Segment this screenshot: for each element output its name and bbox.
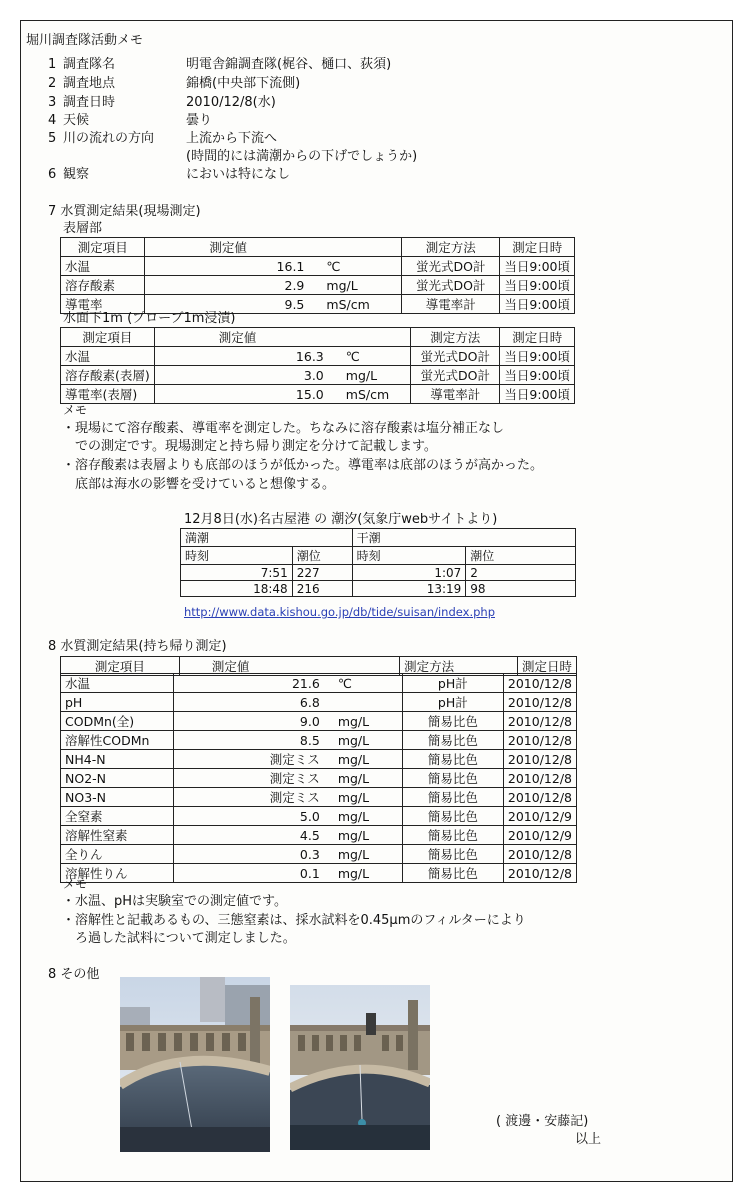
section8-heading: 8 水質測定結果(持ち帰り測定) xyxy=(48,639,227,654)
info-value: 2010/12/8(水) xyxy=(186,95,276,110)
memo-line: での測定です。現場測定と持ち帰り測定を分けて記載します。 xyxy=(62,439,437,454)
table-row xyxy=(61,276,575,295)
info-value: 曇り xyxy=(186,113,213,128)
info-value: 錦橋(中央部下流側) xyxy=(186,76,301,91)
cell-low-level: 98 xyxy=(466,581,576,597)
cell-date: 2010/12/8 xyxy=(503,750,576,769)
header-cell: 潮位 xyxy=(292,547,352,565)
header-cell: 測定方法 xyxy=(411,328,500,347)
cell-time: 当日9:00頃 xyxy=(500,366,575,385)
cell-value: 測定ミス mg/L xyxy=(173,788,402,807)
info-no: 6 xyxy=(48,167,57,182)
cell-method: pH計 xyxy=(402,674,503,693)
cell-date: 2010/12/9 xyxy=(503,826,576,845)
header-cell: 測定値 xyxy=(154,328,410,347)
table-header-row xyxy=(181,547,576,565)
section-other-heading: 8 その他 xyxy=(48,967,100,982)
cell-method: 簡易比色 xyxy=(402,826,503,845)
header-cell: 干潮 xyxy=(352,529,575,547)
cell-date: 2010/12/9 xyxy=(503,807,576,826)
table-row xyxy=(61,826,577,845)
cell-method: 蛍光式DO計 xyxy=(411,347,500,366)
cell-method: 蛍光式DO計 xyxy=(402,257,500,276)
table-row xyxy=(61,366,575,385)
cell-high-level: 216 xyxy=(292,581,352,597)
info-label: 調査地点 xyxy=(63,76,116,91)
cell-value: 0.3 mg/L xyxy=(173,845,402,864)
tide-caption: 12月8日(水)名古屋港 の 潮汐(気象庁webサイトより) xyxy=(184,512,498,527)
table-header-row xyxy=(61,328,575,347)
end-mark: 以上 xyxy=(575,1132,602,1147)
memo-line: ろ過した試料について測定しました。 xyxy=(62,931,296,946)
cell-date: 2010/12/8 xyxy=(503,864,576,883)
cell-value: 6.8 xyxy=(173,693,402,712)
table-row xyxy=(61,807,577,826)
memo-label: メモ xyxy=(63,877,88,891)
info-label: 天候 xyxy=(63,113,90,128)
cell-date: 2010/12/8 xyxy=(503,788,576,807)
cell-method: 蛍光式DO計 xyxy=(411,366,500,385)
cell-time: 当日9:00頃 xyxy=(500,385,575,404)
cell-value: 9.5 mS/cm xyxy=(145,295,402,314)
cell-time: 当日9:00頃 xyxy=(500,276,575,295)
info-no: 5 xyxy=(48,131,57,146)
surface-table xyxy=(60,237,575,314)
header-cell: 時刻 xyxy=(181,547,293,565)
table-row xyxy=(61,769,577,788)
cell-value: 0.1 mg/L xyxy=(173,864,402,883)
cell-item: 溶解性りん xyxy=(61,864,174,883)
cell-date: 2010/12/8 xyxy=(503,712,576,731)
cell-time: 当日9:00頃 xyxy=(500,347,575,366)
cell-method: 簡易比色 xyxy=(402,864,503,883)
cell-value: 21.6 ℃ xyxy=(173,674,402,693)
cell-method: 簡易比色 xyxy=(402,807,503,826)
table-row xyxy=(61,693,577,712)
header-cell: 時刻 xyxy=(352,547,466,565)
cell-item: 全りん xyxy=(61,845,174,864)
cell-time: 当日9:00頃 xyxy=(500,257,575,276)
cell-item: pH xyxy=(61,693,174,712)
cell-item: 導電率 xyxy=(61,295,145,314)
cell-date: 2010/12/8 xyxy=(503,769,576,788)
bridge-photo-1 xyxy=(120,977,270,1152)
cell-low-time: 13:19 xyxy=(352,581,466,597)
cell-value: 3.0 mg/L xyxy=(154,366,410,385)
cell-value: 4.5 mg/L xyxy=(173,826,402,845)
cell-item: 全窒素 xyxy=(61,807,174,826)
cell-value: 測定ミス mg/L xyxy=(173,750,402,769)
cell-method: 簡易比色 xyxy=(402,750,503,769)
cell-method: 蛍光式DO計 xyxy=(402,276,500,295)
info-label: 調査日時 xyxy=(63,95,116,110)
info-label: 川の流れの方向 xyxy=(63,131,155,146)
table-header-row xyxy=(61,238,575,257)
cell-date: 2010/12/8 xyxy=(503,845,576,864)
cell-method: pH計 xyxy=(402,693,503,712)
cell-low-time: 1:07 xyxy=(352,565,466,581)
info-no: 2 xyxy=(48,76,57,91)
header-cell: 潮位 xyxy=(466,547,576,565)
table-row xyxy=(61,712,577,731)
cell-value: 2.9 mg/L xyxy=(145,276,402,295)
cell-low-level: 2 xyxy=(466,565,576,581)
cell-item: 溶解性窒素 xyxy=(61,826,174,845)
depth-table xyxy=(60,327,575,404)
cell-item: 導電率(表層) xyxy=(61,385,155,404)
cell-date: 2010/12/8 xyxy=(503,731,576,750)
surface-label: 表層部 xyxy=(63,221,103,236)
cell-item: 溶存酸素(表層) xyxy=(61,366,155,385)
cell-method: 簡易比色 xyxy=(402,845,503,864)
cell-value: 9.0 mg/L xyxy=(173,712,402,731)
cell-high-time: 7:51 xyxy=(181,565,293,581)
memo-line: 底部は海水の影響を受けていると想像する。 xyxy=(62,477,336,492)
info-value: においは特になし xyxy=(186,167,291,182)
header-cell: 測定項目 xyxy=(61,238,145,257)
cell-item: 水温 xyxy=(61,347,155,366)
cell-method: 導電率計 xyxy=(402,295,500,314)
table-row xyxy=(181,565,576,581)
header-cell: 測定日時 xyxy=(517,657,576,676)
cell-value: 5.0 mg/L xyxy=(173,807,402,826)
cell-value: 16.3 ℃ xyxy=(154,347,410,366)
cell-method: 簡易比色 xyxy=(402,769,503,788)
header-cell: 測定値 xyxy=(145,238,402,257)
header-cell: 満潮 xyxy=(181,529,353,547)
info-value-note: (時間的には満潮からの下げでしょうか) xyxy=(186,149,418,164)
signature: ( 渡邊・安藤記) xyxy=(496,1114,589,1129)
cell-high-time: 18:48 xyxy=(181,581,293,597)
table-row xyxy=(61,347,575,366)
cell-method: 簡易比色 xyxy=(402,731,503,750)
cell-method: 簡易比色 xyxy=(402,788,503,807)
table-header-row xyxy=(181,529,576,547)
info-no: 3 xyxy=(48,95,57,110)
cell-time: 当日9:00頃 xyxy=(500,295,575,314)
info-value: 上流から下流へ xyxy=(186,131,278,146)
table-row xyxy=(181,581,576,597)
source-link[interactable]: http://www.data.kishou.go.jp/db/tide/suisan/index.php xyxy=(184,605,495,619)
page-title: 堀川調査隊活動メモ xyxy=(26,33,144,48)
header-cell: 測定項目 xyxy=(61,328,155,347)
cell-item: 水温 xyxy=(61,257,145,276)
section7-heading: 7 水質測定結果(現場測定) xyxy=(48,204,201,219)
memo-line: ・現場にて溶存酸素、導電率を測定した。ちなみに溶存酸素は塩分補正なし xyxy=(62,421,505,436)
header-cell: 測定方法 xyxy=(402,238,500,257)
memo-line: ・溶存酸素は表層よりも底部のほうが低かった。導電率は底部のほうが高かった。 xyxy=(62,458,544,473)
info-value: 明電舎錦調査隊(梶谷、樋口、荻須) xyxy=(186,57,392,72)
cell-item: NH4-N xyxy=(61,750,174,769)
cell-item: NO3-N xyxy=(61,788,174,807)
cell-method: 導電率計 xyxy=(411,385,500,404)
memo-line: ・溶解性と記載あるもの、三態窒素は、採水試料を0.45μmのフィルターにより xyxy=(62,913,526,928)
cell-item: CODMn(全) xyxy=(61,712,174,731)
header-cell: 測定日時 xyxy=(500,328,575,347)
table-row xyxy=(61,788,577,807)
memo-label: メモ xyxy=(63,403,88,417)
header-cell: 測定値 xyxy=(179,657,399,676)
table-row xyxy=(61,864,577,883)
cell-date: 2010/12/8 xyxy=(503,674,576,693)
table-row xyxy=(61,845,577,864)
table-row xyxy=(61,731,577,750)
info-no: 4 xyxy=(48,113,57,128)
cell-high-level: 227 xyxy=(292,565,352,581)
cell-value: 15.0 mS/cm xyxy=(154,385,410,404)
table-row xyxy=(61,750,577,769)
cell-item: 溶解性CODMn xyxy=(61,731,174,750)
cell-value: 測定ミス mg/L xyxy=(173,769,402,788)
info-label: 観察 xyxy=(63,167,90,182)
cell-date: 2010/12/8 xyxy=(503,693,576,712)
header-cell: 測定方法 xyxy=(400,657,518,676)
tide-table xyxy=(180,528,576,597)
cell-item: NO2-N xyxy=(61,769,174,788)
lab-table-body xyxy=(60,673,577,883)
cell-value: 8.5 mg/L xyxy=(173,731,402,750)
header-cell: 測定日時 xyxy=(500,238,575,257)
cell-item: 水温 xyxy=(61,674,174,693)
cell-method: 簡易比色 xyxy=(402,712,503,731)
table-row xyxy=(61,385,575,404)
table-row xyxy=(61,674,577,693)
info-no: 1 xyxy=(48,57,57,72)
depth-label: 水面下1m (プローブ1m浸漬) xyxy=(63,311,236,326)
header-cell: 測定項目 xyxy=(61,657,180,676)
cell-value: 16.1 ℃ xyxy=(145,257,402,276)
info-label: 調査隊名 xyxy=(63,57,116,72)
table-row xyxy=(61,257,575,276)
memo-line: ・水温、pHは実験室での測定値です。 xyxy=(62,894,287,909)
bridge-photo-2 xyxy=(290,985,430,1150)
cell-item: 溶存酸素 xyxy=(61,276,145,295)
